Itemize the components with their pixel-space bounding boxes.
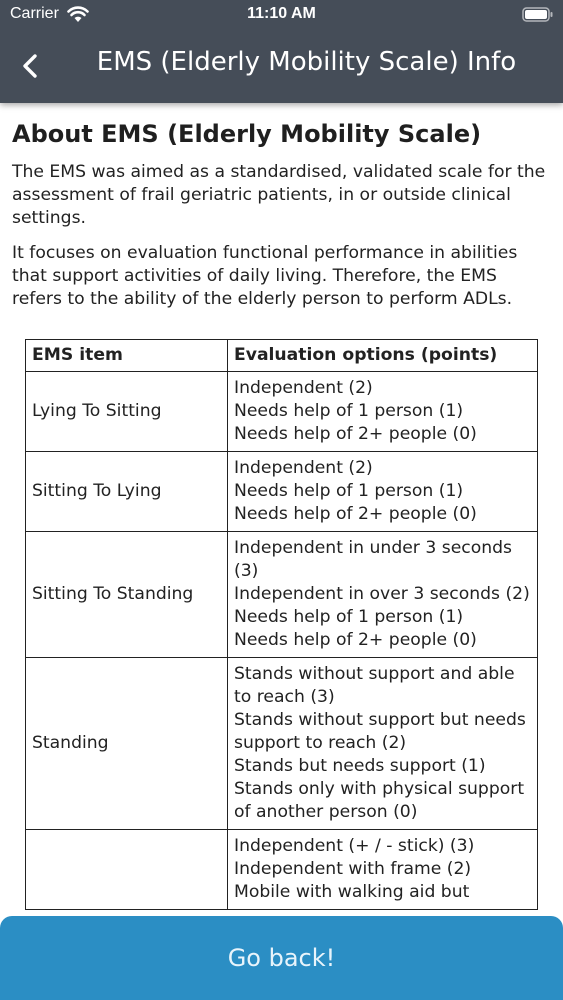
status-time: 11:10 AM xyxy=(247,5,316,22)
option-text: Needs help of 1 person (1) xyxy=(234,481,464,501)
options-cell xyxy=(228,830,538,910)
go-back-button[interactable]: Go back! xyxy=(0,916,563,1000)
ems-item-cell: Lying To Sitting xyxy=(26,372,228,452)
table-header-row xyxy=(26,340,538,372)
page-title: EMS (Elderly Mobility Scale) Info xyxy=(96,47,517,77)
option-text: Needs help of 1 person (1) xyxy=(234,607,464,627)
table-row xyxy=(26,830,538,910)
option-text: Stands without support but needs support to reach (2) xyxy=(234,710,526,753)
option-text: Independent (+ / - stick) (3) xyxy=(234,836,475,856)
option-text: Stands without support and able to reach (3) xyxy=(234,664,515,707)
column-header-options: Evaluation options (points) xyxy=(228,340,538,372)
intro-paragraph-2: It focuses on evaluation functional performance in abilities that support activities of daily living. Therefore, the EMS refers to the ability of the elderly person to perform ADLs. xyxy=(12,243,518,309)
section-heading: About EMS (Elderly Mobility Scale) xyxy=(12,120,482,148)
ems-table xyxy=(25,339,538,910)
status-bar xyxy=(0,0,563,30)
options-cell xyxy=(228,452,538,532)
ems-item-cell xyxy=(26,830,228,910)
ems-item-cell: Standing xyxy=(26,658,228,830)
option-text: Needs help of 2+ people (0) xyxy=(234,630,477,650)
intro-paragraph-1: The EMS was aimed as a standardised, validated scale for the assessment of frail geriatric patients, in or outside clinical settings. xyxy=(12,162,546,228)
ems-item-cell: Sitting To Lying xyxy=(26,452,228,532)
table-row xyxy=(26,452,538,532)
carrier-label: Carrier xyxy=(10,5,59,22)
option-text: Mobile with walking aid but xyxy=(234,882,470,902)
option-text: Stands but needs support (1) xyxy=(234,756,486,776)
table-row xyxy=(26,532,538,658)
table-row xyxy=(26,372,538,452)
column-header-item: EMS item xyxy=(26,340,228,372)
option-text: Needs help of 2+ people (0) xyxy=(234,504,477,524)
options-cell xyxy=(228,372,538,452)
battery-icon xyxy=(522,7,553,22)
options-cell xyxy=(228,532,538,658)
option-text: Independent with frame (2) xyxy=(234,859,472,879)
option-text: Needs help of 1 person (1) xyxy=(234,401,464,421)
option-text: Stands only with physical support of another person (0) xyxy=(234,779,525,822)
option-text: Needs help of 2+ people (0) xyxy=(234,424,477,444)
option-text: Independent in under 3 seconds (3) xyxy=(234,538,512,581)
option-text: Independent (2) xyxy=(234,378,373,398)
options-cell xyxy=(228,658,538,830)
navigation-header xyxy=(0,0,563,103)
scroll-content[interactable] xyxy=(0,103,563,916)
back-chevron-icon[interactable] xyxy=(16,50,46,82)
option-text: Independent (2) xyxy=(234,458,373,478)
table-row xyxy=(26,658,538,830)
ems-item-cell: Sitting To Standing xyxy=(26,532,228,658)
option-text: Independent in over 3 seconds (2) xyxy=(234,584,530,604)
